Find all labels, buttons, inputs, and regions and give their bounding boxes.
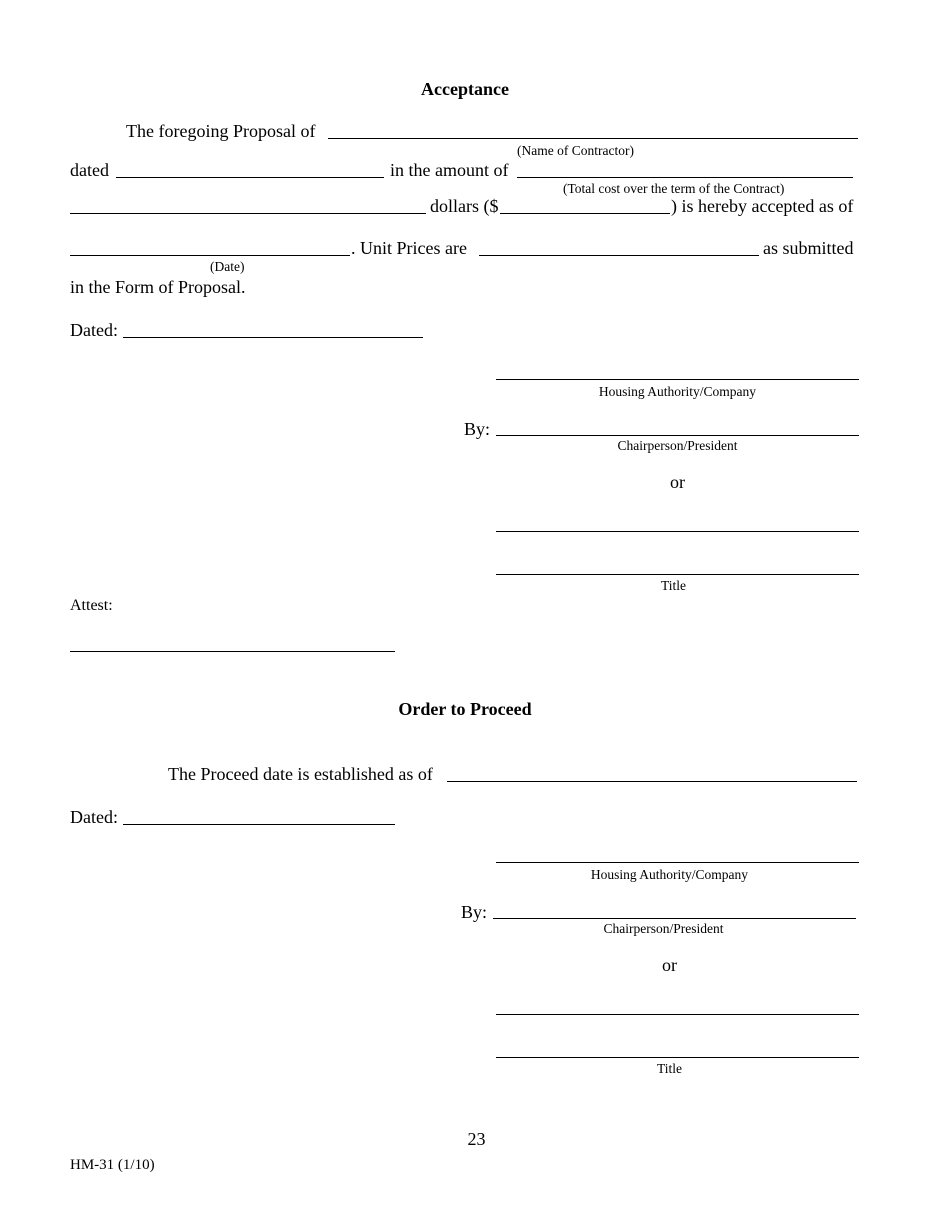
order-dated-field[interactable] — [123, 824, 395, 825]
chairperson-signature-field[interactable] — [496, 435, 859, 436]
alternate-signature-field[interactable] — [496, 531, 859, 532]
order-alternate-signature-field[interactable] — [496, 1014, 859, 1015]
dollars-amount-field[interactable] — [500, 213, 670, 214]
contractor-name-field[interactable] — [328, 138, 858, 139]
attest-label: Attest: — [70, 597, 113, 614]
dated-signature-field[interactable] — [123, 337, 423, 338]
proposal-of-label: The foregoing Proposal of — [126, 121, 316, 141]
contractor-caption: (Name of Contractor) — [517, 143, 634, 158]
proceed-date-field[interactable] — [447, 781, 857, 782]
accepted-label: ) is hereby accepted as of — [671, 196, 854, 216]
or-label: or — [670, 472, 685, 492]
proceed-date-label: The Proceed date is established as of — [168, 764, 433, 784]
chairperson-caption: Chairperson/President — [617, 438, 738, 453]
dated-signature-label: Dated: — [70, 320, 118, 340]
page-number: 23 — [467, 1129, 486, 1149]
total-cost-caption: (Total cost over the term of the Contract) — [563, 181, 785, 196]
form-of-proposal-text: in the Form of Proposal. — [70, 277, 246, 297]
title-caption: Title — [660, 578, 687, 593]
proposal-date-field[interactable] — [116, 177, 384, 178]
order-chairperson-caption: Chairperson/President — [603, 921, 724, 936]
form-code: HM-31 (1/10) — [70, 1157, 155, 1173]
unit-prices-field[interactable] — [479, 255, 759, 256]
order-housing-authority-field[interactable] — [496, 862, 859, 863]
amount-words-field[interactable] — [517, 177, 853, 178]
order-title-field[interactable] — [496, 1057, 859, 1058]
order-housing-authority-caption: Housing Authority/Company — [590, 867, 749, 882]
order-chairperson-signature-field[interactable] — [493, 918, 856, 919]
order-title-caption: Title — [656, 1061, 683, 1076]
accepted-date-field[interactable] — [70, 255, 350, 256]
by-label: By: — [464, 419, 491, 439]
attest-signature-field[interactable] — [70, 651, 395, 652]
unit-prices-label: . Unit Prices are — [351, 238, 467, 258]
acceptance-heading: Acceptance — [421, 79, 509, 99]
as-submitted-label: as submitted — [763, 238, 854, 258]
order-by-label: By: — [461, 902, 488, 922]
dollars-label: dollars ($ — [430, 196, 499, 216]
title-field[interactable] — [496, 574, 859, 575]
dollars-words-field[interactable] — [70, 213, 426, 214]
order-or-label: or — [662, 955, 677, 975]
dated-label: dated — [70, 160, 109, 180]
date-caption: (Date) — [210, 259, 245, 274]
amount-label: in the amount of — [390, 160, 509, 180]
housing-authority-field[interactable] — [496, 379, 859, 380]
order-heading: Order to Proceed — [398, 699, 532, 719]
housing-authority-caption: Housing Authority/Company — [598, 384, 757, 399]
order-dated-label: Dated: — [70, 807, 118, 827]
